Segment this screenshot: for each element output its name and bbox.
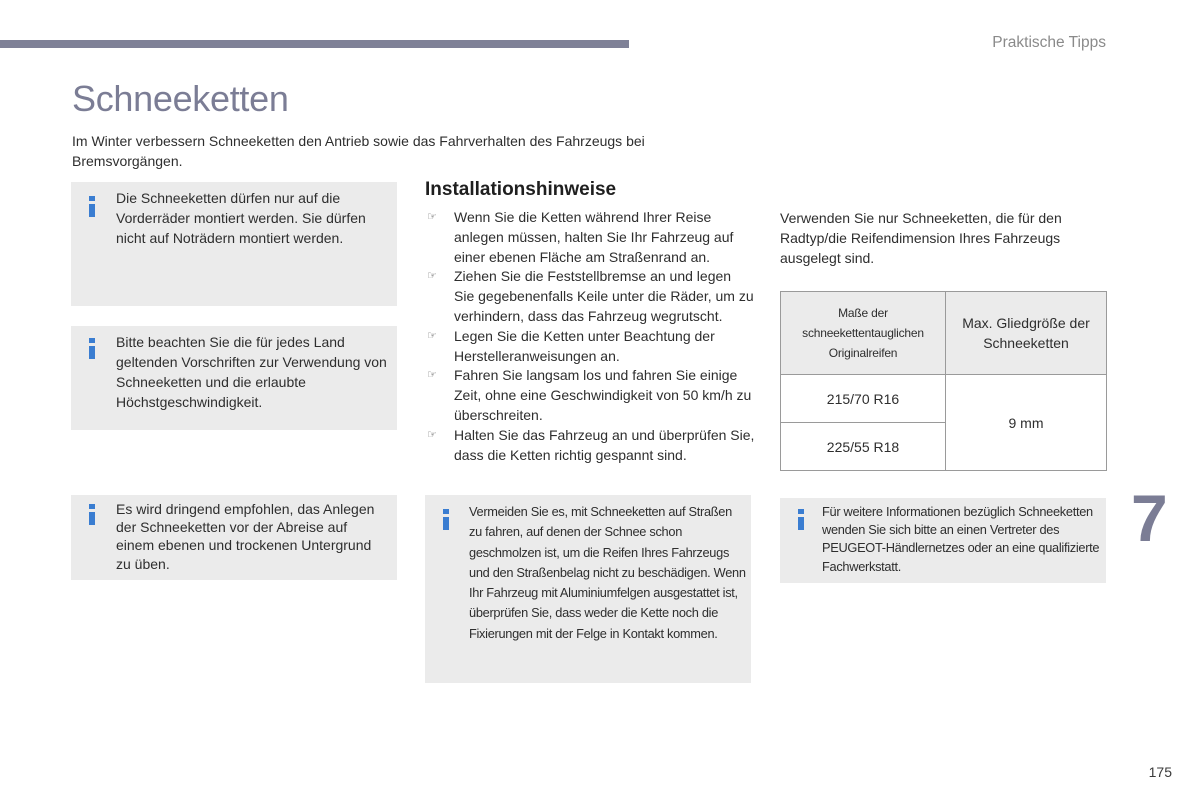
info-box-dealer bbox=[780, 498, 1106, 583]
info-box-text: Die Schneeketten dürfen nur auf die Vorderräder montiert werden. Sie dürfen nicht auf Noträdern montiert werden. bbox=[116, 190, 366, 246]
pointing-hand-icon: ☞ bbox=[427, 211, 437, 223]
page-title: Schneeketten bbox=[72, 78, 289, 119]
table-row bbox=[781, 375, 1107, 423]
list-item: ☞ Legen Sie die Ketten unter Beachtung der Herstelleranweisungen an. bbox=[427, 327, 715, 364]
info-box-melted-snow bbox=[425, 495, 751, 683]
intro-paragraph: Im Winter verbessern Schneeketten den Antrieb sowie das Fahrverhalten des Fahrzeugs bei Bremsvorgängen. bbox=[72, 133, 645, 169]
info-box-text: Für weitere Informationen bezüglich Schneeketten wenden Sie sich bitte an einen Vertreter des PEUGEOT-Händlernetzes oder an eine qualifizierte Fachwerkstatt. bbox=[822, 504, 1100, 574]
info-box-text: Bitte beachten Sie die für jedes Land geltenden Vorschriften zur Verwendung von Schneeketten und die erlaubte Höchstgeschwindigkeit. bbox=[116, 334, 387, 410]
info-box-regulations bbox=[71, 326, 397, 430]
pointing-hand-icon: ☞ bbox=[427, 270, 437, 283]
table-header-row bbox=[781, 292, 1107, 375]
installation-steps bbox=[425, 208, 755, 465]
table-cell-tire: 215/70 R16 bbox=[781, 375, 946, 423]
pointing-hand-icon: ☞ bbox=[427, 329, 437, 342]
list-item: ☞ Halten Sie das Fahrzeug an und überprüfen Sie, dass die Ketten richtig gespannt sind. bbox=[427, 426, 755, 463]
list-item: ☞ Fahren Sie langsam los und fahren Sie einige Zeit, ohne eine Geschwindigkeit von 50 km/h zu überschreiten. bbox=[427, 367, 752, 423]
info-box-front-wheels bbox=[71, 182, 397, 306]
table-header-tire-size: Maße der schneekettentauglichen Originalreifen bbox=[781, 292, 946, 375]
section-label: Praktische Tipps bbox=[992, 34, 1106, 51]
pointing-hand-icon: ☞ bbox=[427, 369, 437, 382]
list-item: ☞ Ziehen Sie die Feststellbremse an und legen Sie gegebenenfalls Keile unter die Räder, um zu verhindern, dass das Fahrzeug wegrutscht. bbox=[427, 268, 754, 324]
right-paragraph: Verwenden Sie nur Schneeketten, die für den Radtyp/die Reifendimension Ihres Fahrzeugs ausgelegt sind. bbox=[780, 210, 1062, 266]
table-cell-link-size: 9 mm bbox=[946, 375, 1107, 471]
tire-chain-table bbox=[780, 291, 1107, 471]
pointing-hand-icon: ☞ bbox=[427, 428, 437, 441]
table-header-link-size: Max. Gliedgröße der Schneeketten bbox=[946, 292, 1107, 375]
page-number: 175 bbox=[1148, 764, 1172, 780]
info-box-practice bbox=[71, 495, 397, 580]
list-item: ☞ Wenn Sie die Ketten während Ihrer Reise anlegen müssen, halten Sie Ihr Fahrzeug auf einer ebenen Fläche am Straßenrand an. bbox=[427, 209, 734, 265]
header-accent-bar bbox=[0, 40, 629, 48]
chapter-number: 7 bbox=[1131, 481, 1168, 555]
section-heading-installation: Installationshinweise bbox=[425, 179, 617, 200]
table-cell-tire: 225/55 R18 bbox=[781, 423, 946, 471]
info-box-text: Es wird dringend empfohlen, das Anlegen der Schneeketten vor der Abreise auf einem ebenen und trockenen Untergrund zu üben. bbox=[116, 501, 375, 572]
info-box-text: Vermeiden Sie es, mit Schneeketten auf Straßen zu fahren, auf denen der Schnee schon geschmolzen ist, um die Reifen Ihres Fahrzeugs und den Straßenbelag nicht zu beschädigen. Wenn Ihr Fahrzeug mit Aluminiumfelgen ausgestattet ist, überprüfen Sie, dass weder die Kette noch die Fixierungen mit der Felge in Kontakt kommen. bbox=[469, 504, 746, 641]
